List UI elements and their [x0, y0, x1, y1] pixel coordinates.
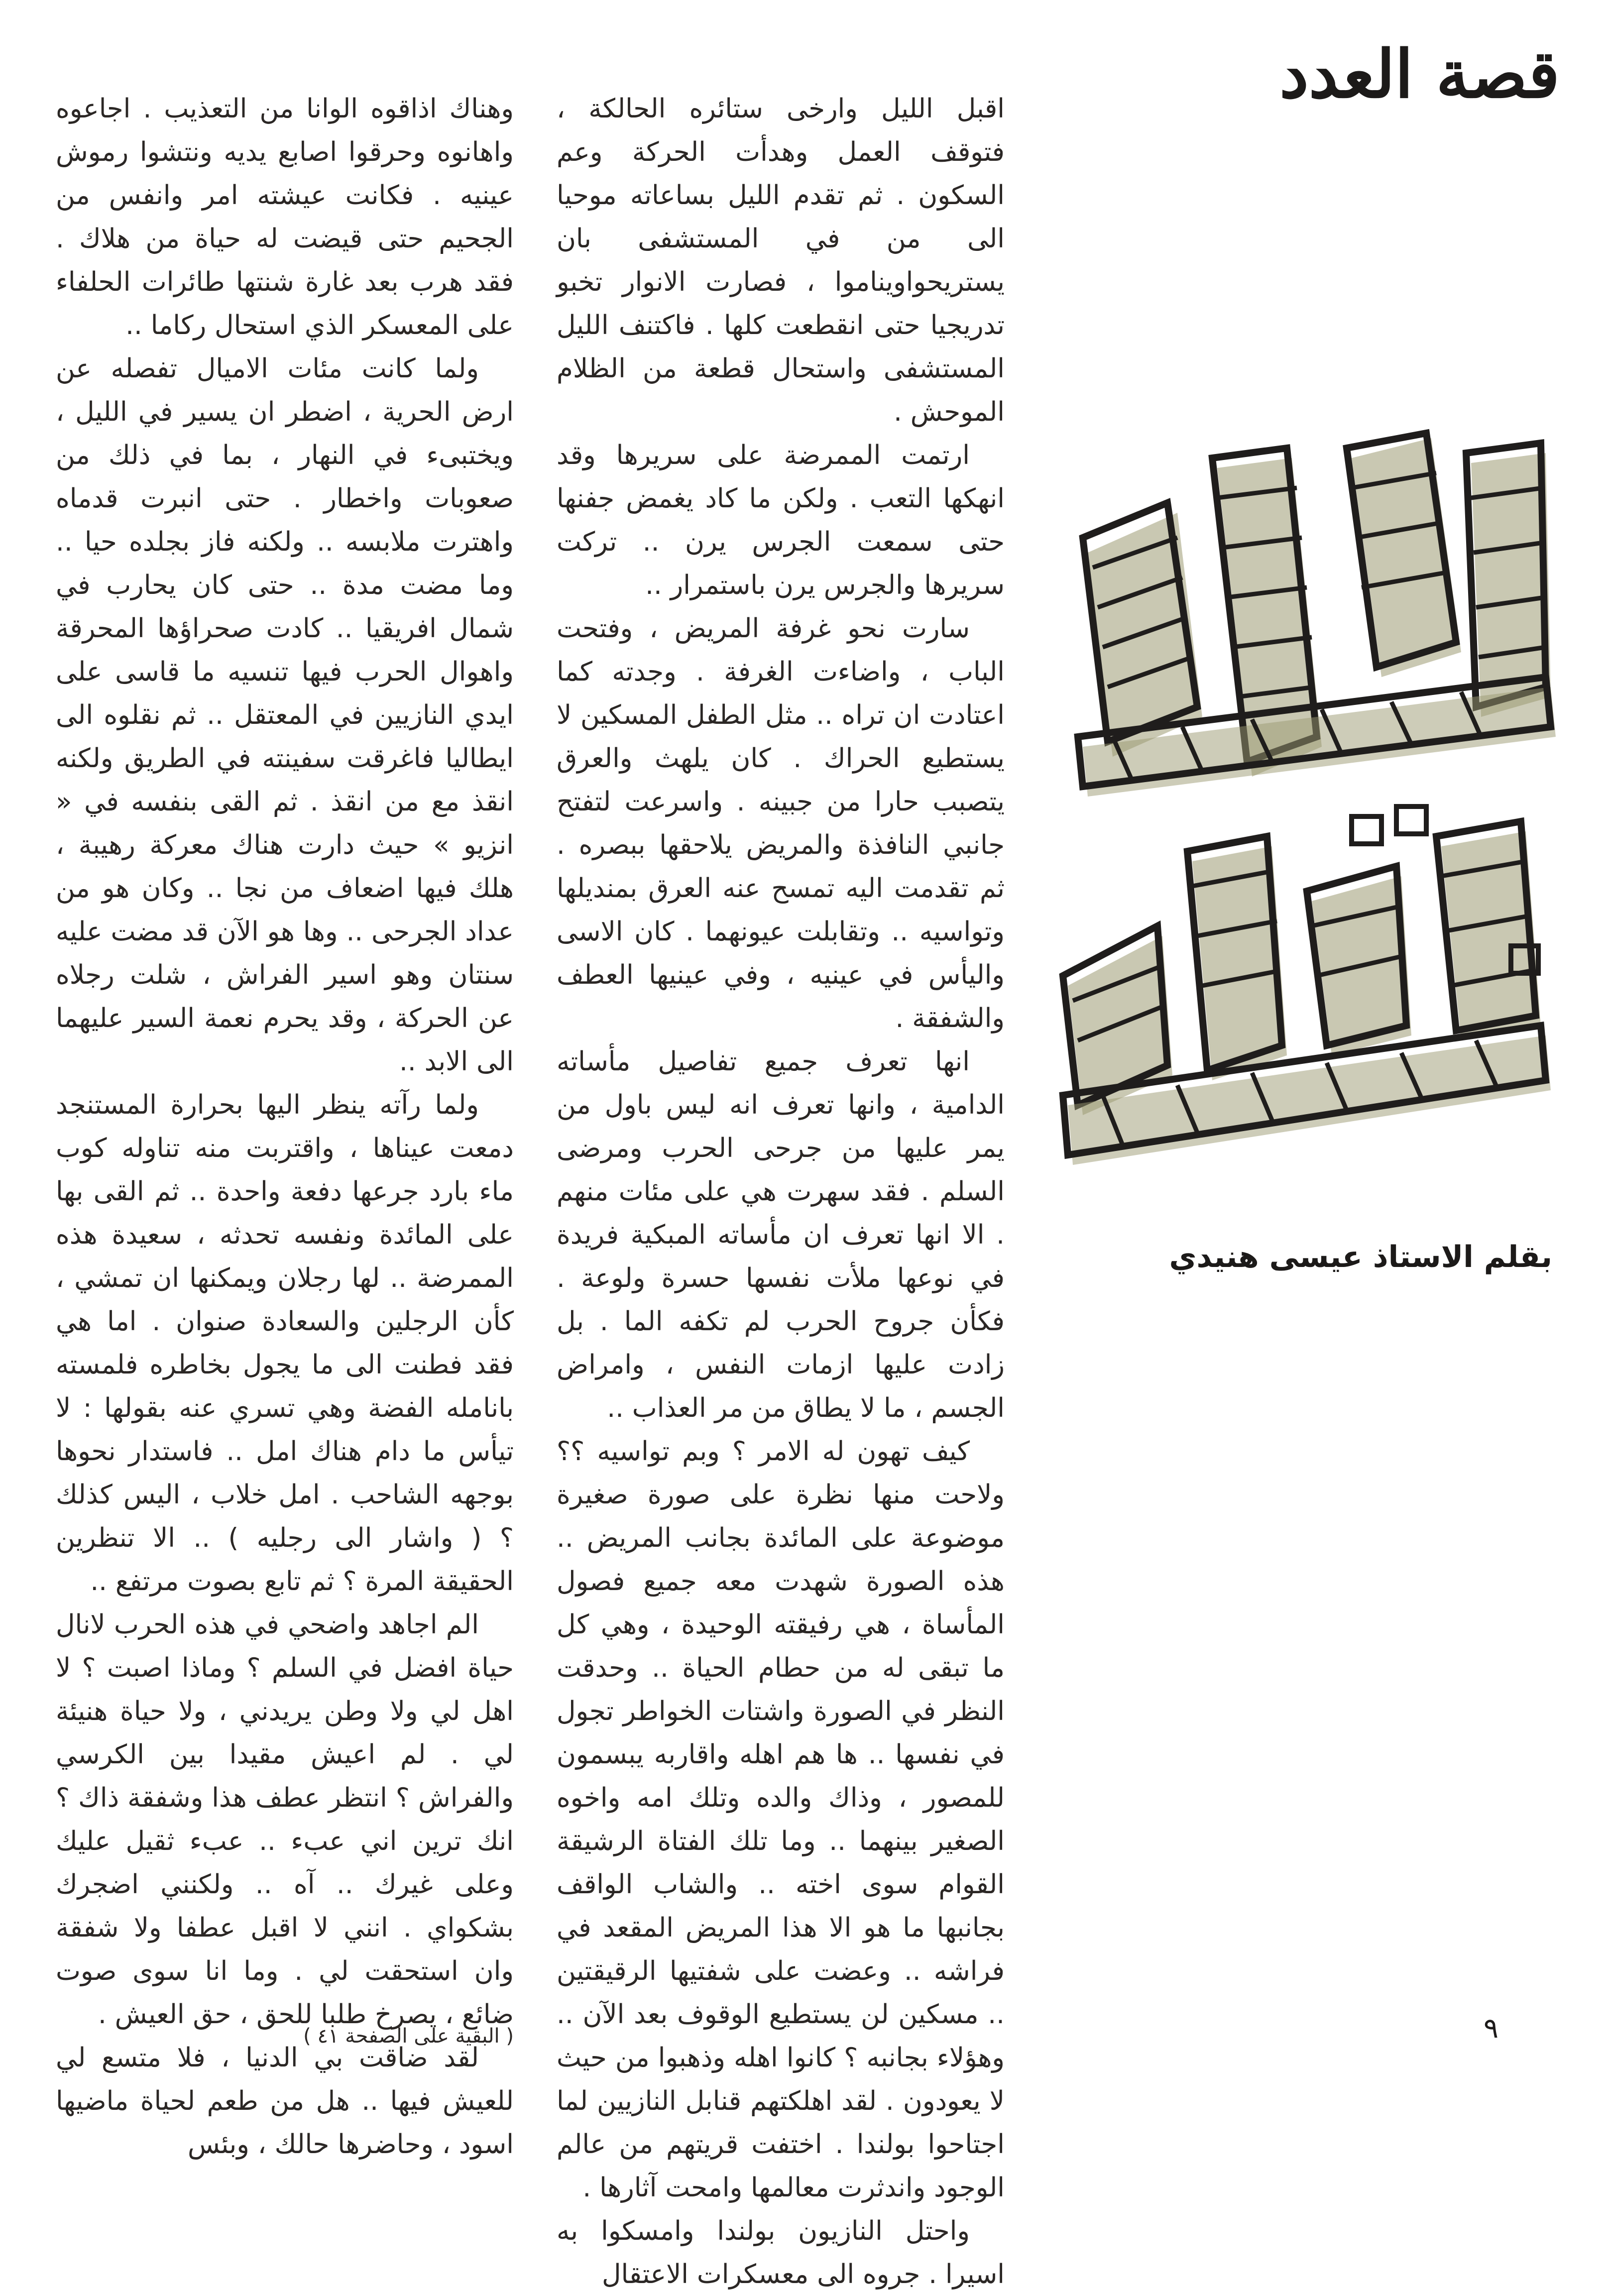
- column-right: [557, 87, 1005, 2290]
- story-title-calligraphy: [1053, 438, 1561, 1185]
- page-number: ٩: [1483, 2012, 1499, 2045]
- title-word-1-strokes: [1078, 433, 1556, 797]
- paragraph: الم اجاهد واضحي في هذه الحرب لانال حياة افضل في السلم ؟ وماذا اصبت ؟ لا اهل لي ولا وطن يريدني ، ولا حياة هنيئة لي . لم اعيش مقيدا بين الكرسي والفراش ؟ انتظر عطف هذا وشفقة ذاك ؟ انك ترين اني عبء .. عبء ثقيل عليك وعلى غيرك .. آه .. ولكنني اضجرك بشكواي . انني لا اقبل عطفا ولا شفقة وان استحقت لي . وما انا سوى صوت ضائع ، يصرخ طلبا للحق ، حق العيش .: [56, 1609, 514, 2030]
- continuation-note: ( البقية على الصفحة ٤١ ): [303, 2025, 514, 2048]
- paragraph: ارتمت الممرضة على سريرها وقد انهكها التعب . ولكن ما كاد يغمض جفنها حتى سمعت الجرس يرن .. تركت سريرها والجرس يرن باستمرار ..: [557, 440, 1005, 600]
- paragraph: وهناك اذاقوه الوانا من التعذيب . اجاعوه واهانوه وحرقوا اصابع يديه ونتشوا رموش عينيه . فكانت عيشته امر وانفس من الجحيم حتى قيضت له حياة من هلاك . فقد هرب بعد غارة شنتها طائرات الحلفاء على المعسكر الذي استحال ركاما ..: [56, 94, 514, 341]
- paragraph: انها تعرف جميع تفاصيل مأساته الدامية ، وانها تعرف انه ليس باول من يمر عليها من جرحى الحرب ومرضى السلم . فقد سهرت هي على مئات منهم . الا انها تعرف ان مأساته المبكية فريدة في نوعها ملأت نفسها حسرة ولوعة . فكأن جروح الحرب لم تكفه الما . بل زادت عليها ازمات النفس ، وامراض الجسم ، ما لا يطاق من مر العذاب ..: [557, 1046, 1005, 1423]
- paragraph: ولما كانت مئات الاميال تفصله عن ارض الحرية ، اضطر ان يسير في الليل ، ويختبىء في النهار ، بما في ذلك من صعوبات واخطار . حتى انبرت قدماه واهترت ملابسه .. ولكنه فاز بجلده حيا .. وما مضت مدة .. حتى كان يحارب في شمال افريقيا .. كادت صحراؤها المحرقة واهوال الحرب فيها تنسيه ما قاسى على ايدي النازيين في المعتقل .. ثم نقلوه الى ايطاليا فاغرقت سفينته في الطريق ولكنه انقذ مع من انقذ . ثم القى بنفسه في « انزيو » حيث دارت هناك معركة رهيبة ، هلك فيها اضعاف من نجا .. وكان هو من عداد الجرحى .. وها هو الآن قد مضت عليه سنتان وهو اسير الفراش ، شلت رجلاه عن الحركة ، وقد يحرم نعمة السير عليهما الى الابد ..: [56, 353, 514, 1077]
- paragraph: سارت نحو غرفة المريض ، وفتحت الباب ، واضاءت الغرفة . وجدته كما اعتادت ان تراه .. مثل الطفل المسكين لا يستطيع الحراك . كان يلهث والعرق يتصبب حارا من جبينه . واسرعت لتفتح جانبي النافذة والمريض يلاحقها ببصره . ثم تقدمت اليه تمسح عنه العرق بمنديلها وتواسيه .. وتقابلت عيونهما . كان الاسى واليأس في عينيه ، وفي عينيها العطف والشفقة .: [557, 613, 1005, 1033]
- paragraph: لقد ضاقت بي الدنيا ، فلا متسع لي للعيش فيها .. هل من طعم لحياة ماضيها اسود ، وحاضرها حالك ، وبئس: [56, 2043, 514, 2160]
- byline: بقلم الاستاذ عيسى هنيدي: [1169, 1240, 1552, 1274]
- paragraph: واحتل النازيون بولندا وامسكوا به اسيرا . جروه الى معسكرات الاعتقال: [557, 2216, 1005, 2290]
- title-word-2-strokes: [1063, 806, 1551, 1165]
- paragraph: ولما رآته ينظر اليها بحرارة المستنجد دمعت عيناها ، واقتربت منه تناوله كوب ماء بارد جرعها دفعة واحدة .. ثم القى بها على المائدة ونفسه تحدثه ، سعيدة هذه الممرضة .. لها رجلان ويمكنها ان تمشي ، كأن الرجلين والسعادة صنوان . اما هي فقد فطنت الى ما يجول بخاطره فلمسته بانامله الفضة وهي تسري عنه بقولها : لا تيأس ما دام هناك امل .. فاستدار نحوها بوجهه الشاحب . امل خلاب ، اليس كذلك ؟ ( واشار الى رجليه ) .. الا تنظرين الحقيقة المرة ؟ ثم تابع بصوت مرتفع ..: [56, 1090, 514, 1597]
- section-header: قصة العدد: [1279, 36, 1560, 113]
- paragraph: كيف تهون له الامر ؟ وبم تواسيه ؟؟ ولاحت منها نظرة على صورة صغيرة موضوعة على المائدة بجانب المريض .. هذه الصورة شهدت معه جميع فصول المأساة ، هي رفيقته الوحيدة ، وهي كل ما تبقى له من حطام الحياة .. وحدقت النظر في الصورة واشتات الخواطر تجول في نفسها .. ها هم اهله واقاربه يبسمون للمصور ، وذاك والده وتلك امه واخوه الصغير بينهما .. وما تلك الفتاة الرشيقة القوام سوى اخته .. والشاب الواقف بجانبها ما هو الا هذا المريض المقعد في فراشه .. وعضت على شفتيها الرقيقتين .. مسكين لن يستطيع الوقوف بعد الآن .. وهؤلاء بجانبه ؟ كانوا اهله وذهبوا من حيث لا يعودون . لقد اهلكتهم قنابل النازيين لما اجتاحوا بولندا . اختفت قريتهم من عالم الوجود واندثرت معالمها وامحت آثارها .: [557, 1436, 1005, 2203]
- paragraph: اقبل الليل وارخى ستائره الحالكة ، فتوقف العمل وهدأت الحركة وعم السكون . ثم تقدم الليل بساعاته موحيا الى من في المستشفى بان يستريحواويناموا ، فصارت الانوار تخبو تدريجيا حتى انقطعت كلها . فاكتنف الليل المستشفى واستحال قطعة من الظلام الموحش .: [557, 94, 1005, 427]
